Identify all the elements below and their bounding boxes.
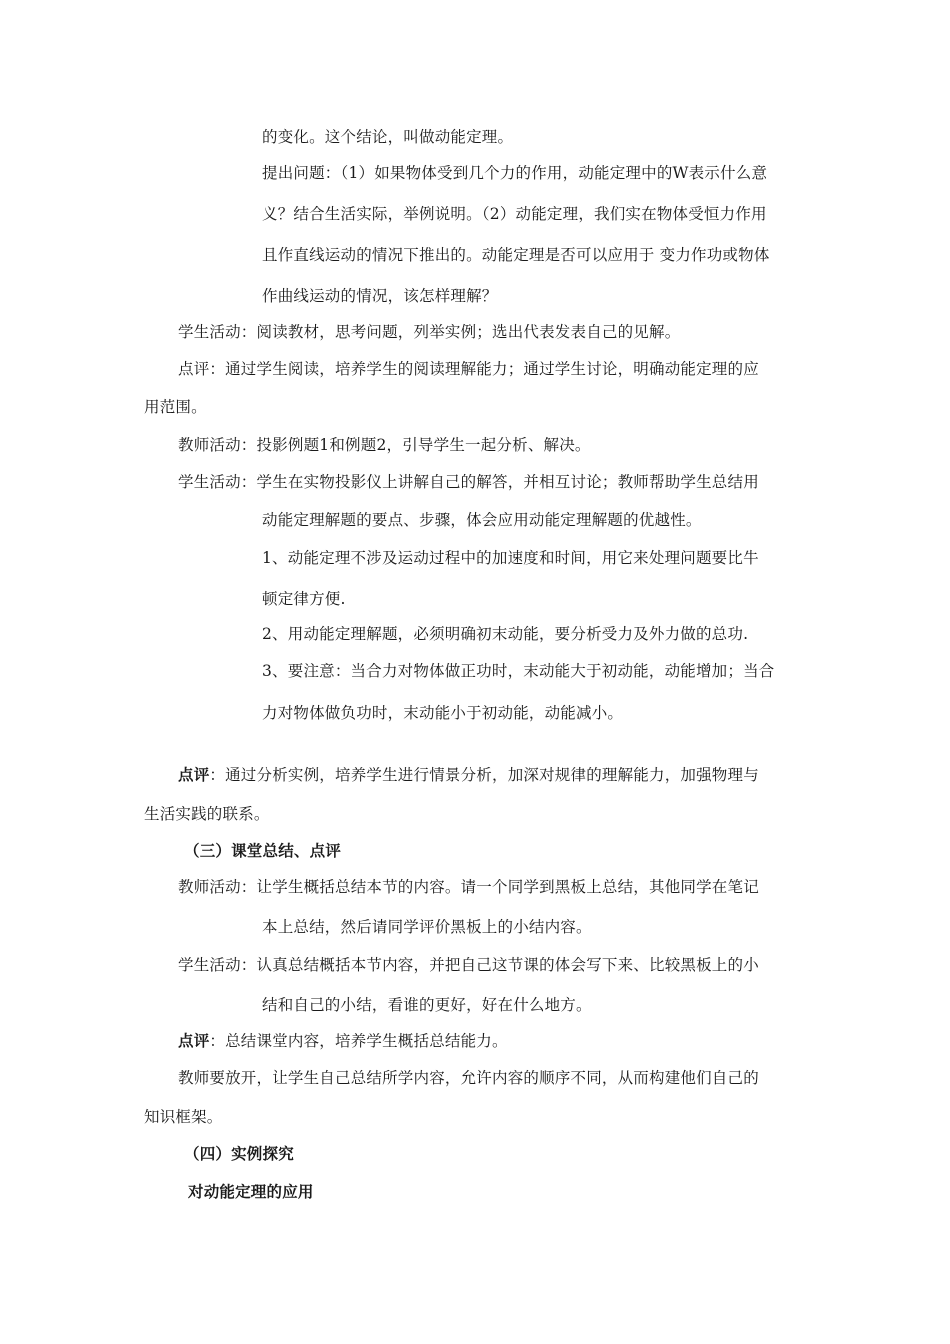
text-line: 教师要放开，让学生自己总结所学内容，允许内容的顺序不同，从而构建他们自己的 [178, 1069, 759, 1087]
point-line: 2、用动能定理解题，必须明确初末动能，要分析受力及外力做的总功. [262, 625, 749, 643]
point-line: 顿定律方便. [262, 590, 346, 608]
text-line: 的变化。这个结论，叫做动能定理。 [262, 128, 514, 146]
question-line: 义？结合生活实际，举例说明。（2）动能定理，我们实在物体受恒力作用 [262, 205, 767, 223]
comment-text: ：通过分析实例，培养学生进行情景分析，加深对规律的理解能力，加强物理与 [209, 766, 759, 784]
comment-label: 点评 [178, 766, 210, 784]
student-activity-line: 学生活动：认真总结概括本节内容，并把自己这节课的体会写下来、比较黑板上的小 [178, 956, 759, 974]
teacher-activity-line: 教师活动：让学生概括总结本节的内容。请一个同学到黑板上总结，其他同学在笔记 [178, 878, 759, 896]
point-line: 力对物体做负功时，末动能小于初动能，动能减小。 [262, 704, 624, 722]
point-line: 3、要注意：当合力对物体做正功时，末动能大于初动能，动能增加；当合 [262, 662, 775, 680]
question-line: 且作直线运动的情况下推出的。动能定理是否可以应用于 变力作功或物体 [262, 246, 770, 264]
section-heading: （三）课堂总结、点评 [184, 842, 342, 860]
question-line: 提出问题：（1）如果物体受到几个力的作用，动能定理中的W表示什么意 [262, 164, 768, 182]
point-line: 1、动能定理不涉及运动过程中的加速度和时间，用它来处理问题要比牛 [262, 549, 759, 567]
section-heading: （四）实例探究 [184, 1145, 294, 1163]
student-activity-line: 学生活动：学生在实物投影仪上讲解自己的解答，并相互讨论；教师帮助学生总结用 [178, 473, 759, 491]
teacher-activity-line: 教师活动：投影例题1和例题2，引导学生一起分析、解决。 [178, 436, 591, 454]
question-line: 作曲线运动的情况，该怎样理解？ [262, 287, 498, 305]
student-activity-line: 结和自己的小结，看谁的更好，好在什么地方。 [262, 996, 592, 1014]
student-activity-line: 学生活动：阅读教材，思考问题，列举实例；选出代表发表自己的见解。 [178, 323, 681, 341]
comment-line: 用范围。 [144, 398, 207, 416]
student-activity-line: 动能定理解题的要点、步骤，体会应用动能定理解题的优越性。 [262, 511, 702, 529]
comment-line: 生活实践的联系。 [144, 805, 270, 823]
comment-line: 点评：通过学生阅读，培养学生的阅读理解能力；通过学生讨论，明确动能定理的应 [178, 360, 759, 378]
comment-label: 点评 [178, 1032, 210, 1050]
comment-line [178, 1031, 508, 1051]
subsection-heading: 对动能定理的应用 [188, 1183, 314, 1201]
comment-text: ：总结课堂内容，培养学生概括总结能力。 [209, 1032, 508, 1050]
teacher-activity-line: 本上总结，然后请同学评价黑板上的小结内容。 [262, 918, 592, 936]
comment-line [178, 765, 759, 785]
text-line: 知识框架。 [144, 1108, 223, 1126]
